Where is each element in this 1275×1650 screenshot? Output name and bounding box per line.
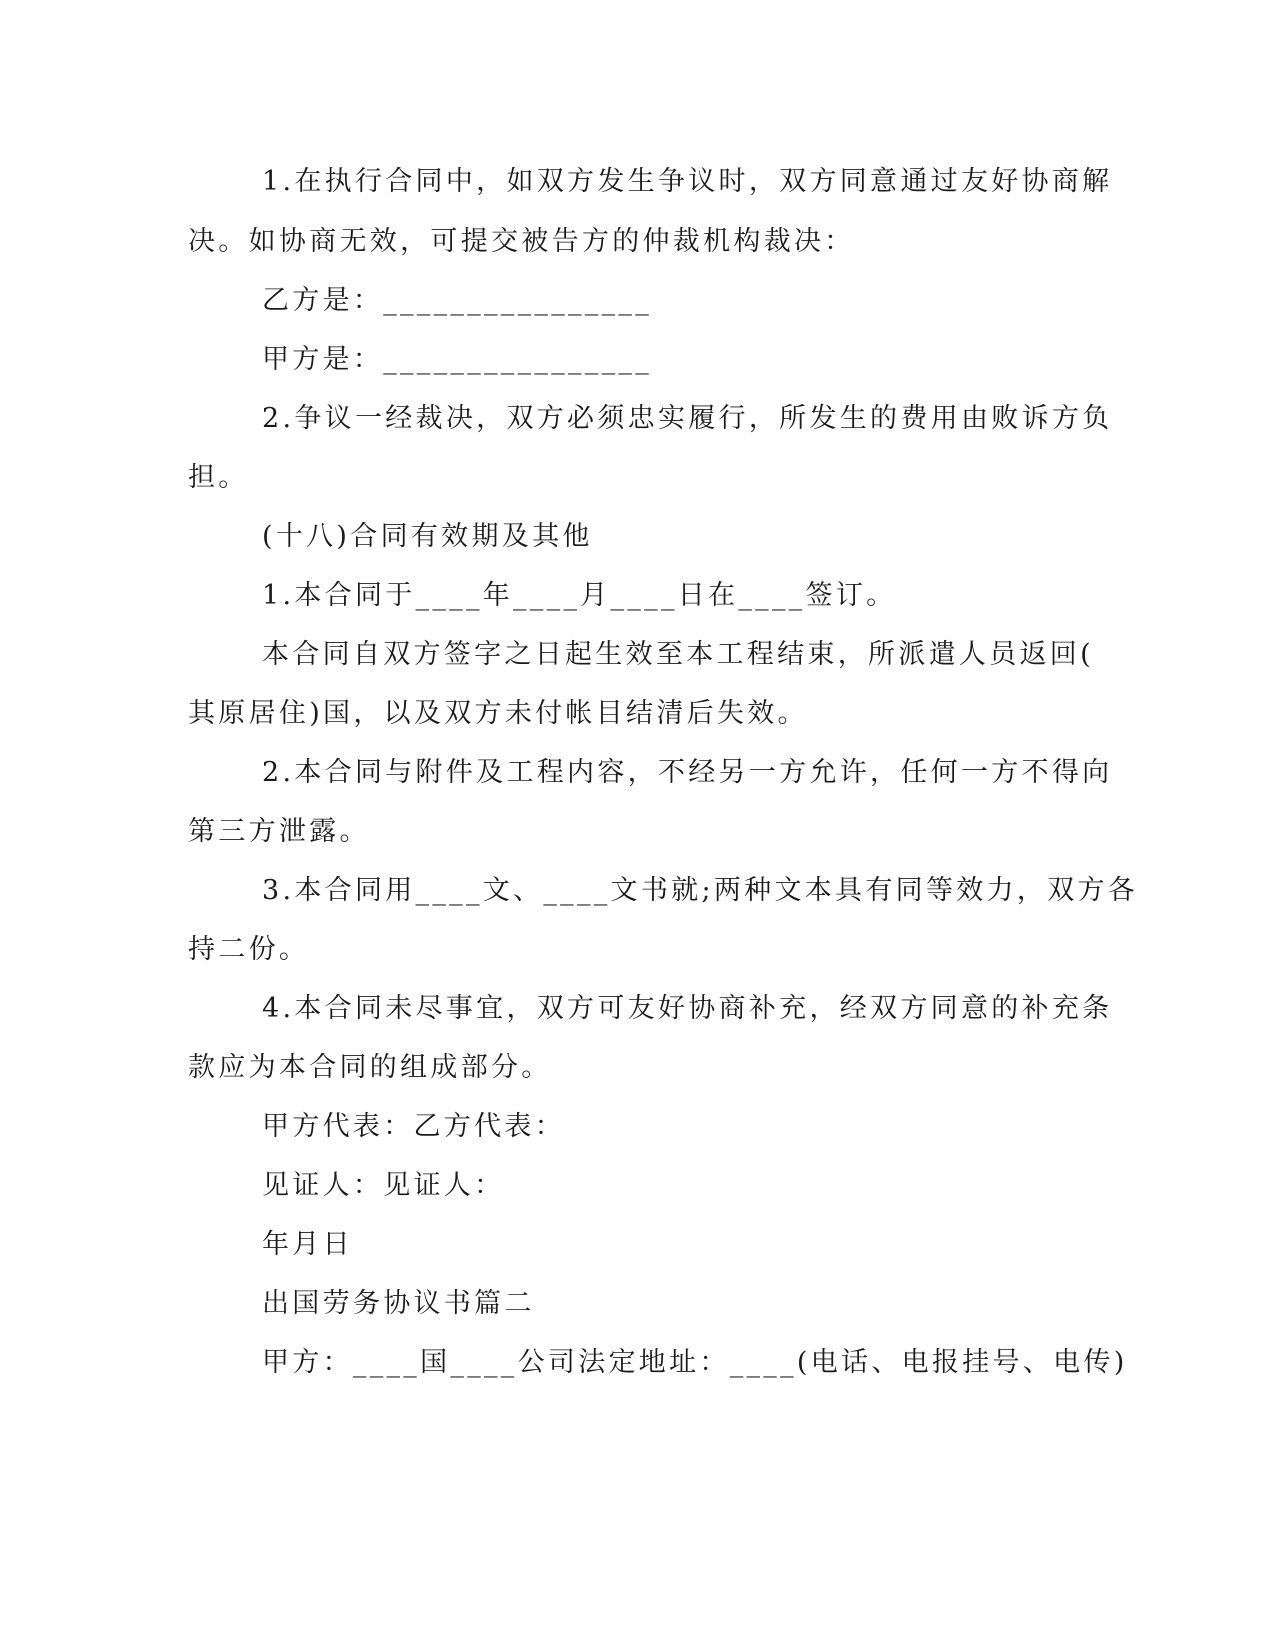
party-a-address-line: 甲方：____国____公司法定地址：____(电话、电报挂号、电传) <box>262 1347 1128 1378</box>
validity-line-1: 本合同自双方签字之日起生效至本工程结束，所派遣人员返回( <box>262 639 1094 670</box>
clause-2-line-1: 2.争议一经裁决，双方必须忠实履行，所发生的费用由败诉方负 <box>262 403 1113 434</box>
clause-1-line-2: 决。如协商无效，可提交被告方的仲裁机构裁决： <box>188 226 855 257</box>
party-a-line: 甲方是：________________ <box>262 344 652 375</box>
language-line-2: 持二份。 <box>188 934 310 965</box>
signing-date-line: 1.本合同于____年____月____日在____签订。 <box>262 580 897 611</box>
supplement-line-2: 款应为本合同的组成部分。 <box>188 1052 552 1083</box>
date-line: 年月日 <box>262 1229 353 1260</box>
clause-2-line-2: 担。 <box>188 462 249 493</box>
party-b-line: 乙方是：________________ <box>262 285 652 316</box>
validity-line-2: 其原居住)国，以及双方未付帐目结清后失效。 <box>188 698 808 729</box>
confidentiality-line-1: 2.本合同与附件及工程内容，不经另一方允许，任何一方不得向 <box>262 757 1113 788</box>
section-heading-18: (十八)合同有效期及其他 <box>262 521 593 552</box>
language-line-1: 3.本合同用____文、____文书就;两种文本具有同等效力，双方各 <box>262 875 1139 906</box>
supplement-line-1: 4.本合同未尽事宜，双方可友好协商补充，经双方同意的补充条 <box>262 993 1113 1024</box>
witnesses-line: 见证人：见证人： <box>262 1170 505 1201</box>
representatives-line: 甲方代表：乙方代表： <box>262 1111 565 1142</box>
confidentiality-line-2: 第三方泄露。 <box>188 816 370 847</box>
clause-1-line-1: 1.在执行合同中，如双方发生争议时，双方同意通过友好协商解 <box>262 166 1113 197</box>
part-two-heading: 出国劳务协议书篇二 <box>262 1288 535 1319</box>
